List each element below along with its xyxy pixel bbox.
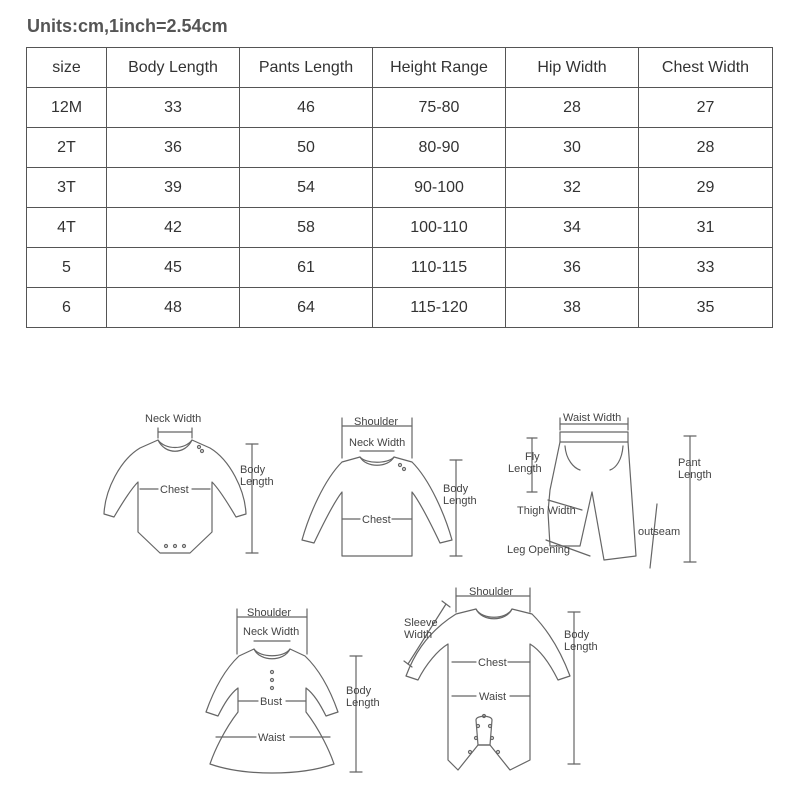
cell-hip-width: 32 [506, 168, 639, 208]
cell-size: 2T [27, 128, 107, 168]
cell-height-range: 90-100 [373, 168, 506, 208]
cell-body-length: 36 [107, 128, 240, 168]
cell-pants-length: 61 [240, 248, 373, 288]
cell-body-length: 39 [107, 168, 240, 208]
romper-body-length-label-2: Length [564, 641, 598, 653]
romper-sleeve-width-label-1: Sleeve [404, 617, 438, 629]
pants-waist-width-label: Waist Width [563, 412, 622, 424]
cell-height-range: 100-110 [373, 208, 506, 248]
table-row [27, 88, 773, 128]
size-chart-table [26, 47, 773, 328]
table-row [27, 208, 773, 248]
cell-pants-length: 50 [240, 128, 373, 168]
cell-hip-width: 28 [506, 88, 639, 128]
romper-shoulder-label: Shoulder [469, 586, 514, 598]
bodysuit-neck-width-label: Neck Width [145, 413, 202, 425]
cell-size: 5 [27, 248, 107, 288]
cell-size: 12M [27, 88, 107, 128]
pants-pant-length-label-2: Length [678, 469, 712, 481]
cell-chest-width: 31 [639, 208, 773, 248]
header-chest-width: Chest Width [639, 48, 773, 88]
cell-chest-width: 29 [639, 168, 773, 208]
bodysuit-body-length-label-2: Length [240, 476, 274, 488]
shirt-chest-label: Chest [362, 514, 391, 526]
cell-hip-width: 30 [506, 128, 639, 168]
dress-body-length-label-1: Body [346, 685, 372, 697]
cell-chest-width: 27 [639, 88, 773, 128]
cell-pants-length: 64 [240, 288, 373, 328]
dress-neck-width-label: Neck Width [243, 626, 300, 638]
dress-outline [206, 649, 338, 773]
romper-collar [476, 609, 512, 617]
pants-diagram [507, 412, 712, 568]
romper-waist-label: Waist [479, 691, 507, 703]
shirt-body-length-label-1: Body [443, 483, 469, 495]
cell-height-range: 80-90 [373, 128, 506, 168]
pants-outline [548, 442, 636, 560]
cell-chest-width: 33 [639, 248, 773, 288]
shirt-body-length-label-2: Length [443, 495, 477, 507]
cell-hip-width: 34 [506, 208, 639, 248]
pants-fly-length-label-2: Length [508, 463, 542, 475]
table-row [27, 128, 773, 168]
romper-chest-label: Chest [478, 657, 507, 669]
table-row [27, 248, 773, 288]
header-hip-width: Hip Width [506, 48, 639, 88]
bodysuit-diagram [104, 413, 274, 553]
shirt-shoulder-label: Shoulder [354, 416, 399, 428]
dress-diagram [206, 607, 380, 773]
cell-pants-length: 54 [240, 168, 373, 208]
units-note: Units:cm,1inch=2.54cm [27, 16, 228, 36]
cell-pants-length: 58 [240, 208, 373, 248]
pants-leg-opening-label: Leg Opening [507, 544, 570, 556]
cell-hip-width: 36 [506, 248, 639, 288]
cell-height-range: 110-115 [373, 248, 506, 288]
cell-body-length: 42 [107, 208, 240, 248]
cell-size: 3T [27, 168, 107, 208]
bodysuit-body-length-label-1: Body [240, 464, 266, 476]
header-body-length: Body Length [107, 48, 240, 88]
cell-pants-length: 46 [240, 88, 373, 128]
cell-size: 4T [27, 208, 107, 248]
header-size: size [27, 48, 107, 88]
pants-waistband [560, 432, 628, 442]
cell-body-length: 45 [107, 248, 240, 288]
table-row [27, 168, 773, 208]
pants-pant-length-label-1: Pant [678, 457, 701, 469]
romper-sleeve-width-label-2: Width [404, 629, 433, 641]
pants-thigh-width-label: Thigh Width [517, 505, 576, 517]
pants-outseam-label: outseam [638, 526, 681, 538]
romper-body-length-label-1: Body [564, 629, 590, 641]
shirt-collar [360, 457, 394, 462]
cell-chest-width: 35 [639, 288, 773, 328]
table-row [27, 288, 773, 328]
dress-bust-label: Bust [260, 696, 283, 708]
pants-fly-length-label-1: Fly [525, 451, 540, 463]
cell-hip-width: 38 [506, 288, 639, 328]
bodysuit-outline [104, 440, 246, 553]
romper-diagram [404, 586, 598, 770]
cell-height-range: 115-120 [373, 288, 506, 328]
dress-shoulder-label: Shoulder [247, 607, 292, 619]
dress-waist-label: Waist [258, 732, 286, 744]
header-height-range: Height Range [373, 48, 506, 88]
cell-height-range: 75-80 [373, 88, 506, 128]
cell-size: 6 [27, 288, 107, 328]
bodysuit-chest-label: Chest [160, 484, 189, 496]
cell-body-length: 48 [107, 288, 240, 328]
shirt-diagram [302, 416, 477, 556]
measurement-diagrams [0, 395, 800, 800]
shirt-outline [302, 457, 452, 556]
cell-chest-width: 28 [639, 128, 773, 168]
table-header-row [27, 48, 773, 88]
dress-body-length-label-2: Length [346, 697, 380, 709]
header-pants-length: Pants Length [240, 48, 373, 88]
shirt-neck-width-label: Neck Width [349, 437, 406, 449]
cell-body-length: 33 [107, 88, 240, 128]
